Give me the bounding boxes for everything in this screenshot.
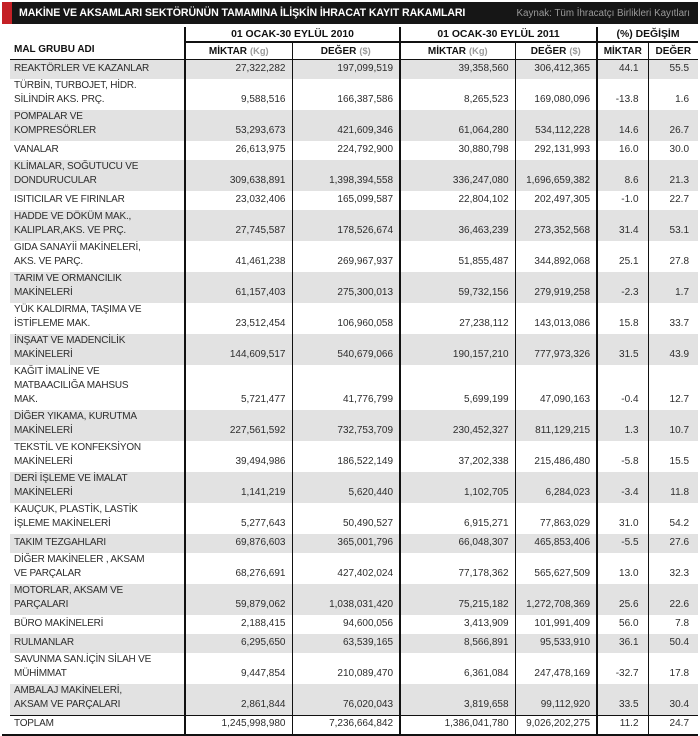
col-label: DEĞER bbox=[320, 45, 357, 57]
cell-pct-miktar: 44.1 bbox=[597, 60, 648, 79]
cell-pct-miktar: -5.5 bbox=[597, 534, 648, 553]
cell-miktar-2010: 1,141,219 bbox=[185, 472, 292, 503]
report-title: MAKİNE VE AKSAMLARI SEKTÖRÜNÜN TAMAMINA İLİŞKİN İHRACAT KAYIT RAKAMLARI bbox=[19, 7, 466, 19]
table-row bbox=[10, 553, 698, 584]
cell-deger-2011: 565,627,509 bbox=[515, 553, 597, 584]
cell-pct-deger: 15.5 bbox=[648, 441, 698, 472]
cell-deger-2010: 106,960,058 bbox=[292, 303, 400, 334]
cell-miktar-2011: 230,452,327 bbox=[400, 410, 515, 441]
cell-pct-deger: 43.9 bbox=[648, 334, 698, 365]
col-unit: (Kg) bbox=[469, 45, 488, 56]
col-header-deger-2011 bbox=[515, 42, 597, 60]
product-group-name: HADDE VE DÖKÜM MAK., KALIPLAR,AKS. VE PRÇ. bbox=[14, 210, 132, 236]
product-group-name: KAĞIT İMALİNE VE MATBAACILIĞA MAHSUS MAK. bbox=[14, 365, 129, 405]
product-group-name: İNŞAAT VE MADENCİLİK MAKİNELERİ bbox=[14, 334, 126, 360]
cell-pct-deger: 27.8 bbox=[648, 241, 698, 272]
cell-miktar-2010: 53,293,673 bbox=[185, 110, 292, 141]
period-2010-header: 01 OCAK-30 EYLÜL 2010 bbox=[185, 27, 400, 42]
cell-pct-deger: 7.8 bbox=[648, 615, 698, 634]
cell-miktar-2011: 190,157,210 bbox=[400, 334, 515, 365]
col-label: MİKTAR bbox=[603, 45, 642, 57]
cell-pct-deger: 27.6 bbox=[648, 534, 698, 553]
cell-pct-deger: 30.4 bbox=[648, 684, 698, 716]
table-row bbox=[10, 584, 698, 615]
cell-deger-2011: 99,112,920 bbox=[515, 684, 597, 716]
cell-miktar-2011: 336,247,080 bbox=[400, 160, 515, 191]
product-group-name: BÜRO MAKİNELERİ bbox=[14, 617, 104, 629]
table-row bbox=[10, 534, 698, 553]
cell-pct-deger: 22.7 bbox=[648, 191, 698, 210]
table-row bbox=[10, 715, 698, 734]
cell-pct-miktar: 16.0 bbox=[597, 141, 648, 160]
cell-miktar-2010: 68,276,691 bbox=[185, 553, 292, 584]
period-2011-header: 01 OCAK-30 EYLÜL 2011 bbox=[400, 27, 597, 42]
cell-deger-2011: 777,973,326 bbox=[515, 334, 597, 365]
cell-pct-deger: 33.7 bbox=[648, 303, 698, 334]
product-group-name: TEKSTİL VE KONFEKSİYON MAKİNELERİ bbox=[14, 441, 141, 467]
cell-miktar-2010: 23,512,454 bbox=[185, 303, 292, 334]
table-row bbox=[10, 615, 698, 634]
cell-miktar-2011: 6,361,084 bbox=[400, 653, 515, 684]
export-records-table bbox=[10, 27, 698, 734]
col-label: DEĞER bbox=[530, 45, 567, 57]
cell-miktar-2010: 59,879,062 bbox=[185, 584, 292, 615]
col-header-deger-2010 bbox=[292, 42, 400, 60]
cell-deger-2011: 143,013,086 bbox=[515, 303, 597, 334]
cell-miktar-2010: 69,876,603 bbox=[185, 534, 292, 553]
product-group-name: TAKIM TEZGAHLARI bbox=[14, 536, 107, 548]
cell-miktar-2011: 27,238,112 bbox=[400, 303, 515, 334]
cell-deger-2010: 178,526,674 bbox=[292, 210, 400, 241]
cell-pct-miktar: 31.4 bbox=[597, 210, 648, 241]
cell-deger-2011: 306,412,365 bbox=[515, 60, 597, 79]
col-label: MİKTAR bbox=[208, 45, 248, 57]
cell-pct-deger: 50.4 bbox=[648, 634, 698, 653]
table-row bbox=[10, 160, 698, 191]
table-row bbox=[10, 472, 698, 503]
cell-pct-deger: 55.5 bbox=[648, 60, 698, 79]
cell-deger-2011: 47,090,163 bbox=[515, 365, 597, 410]
cell-pct-miktar: -1.0 bbox=[597, 191, 648, 210]
cell-deger-2010: 224,792,900 bbox=[292, 141, 400, 160]
cell-pct-deger: 12.7 bbox=[648, 365, 698, 410]
product-group-name: TOPLAM bbox=[10, 715, 185, 734]
cell-pct-miktar: 13.0 bbox=[597, 553, 648, 584]
cell-deger-2011: 202,497,305 bbox=[515, 191, 597, 210]
cell-deger-2010: 186,522,149 bbox=[292, 441, 400, 472]
table-row bbox=[10, 303, 698, 334]
cell-pct-miktar: -2.3 bbox=[597, 272, 648, 303]
cell-deger-2010: 732,753,709 bbox=[292, 410, 400, 441]
table-row bbox=[10, 503, 698, 534]
cell-deger-2010: 269,967,937 bbox=[292, 241, 400, 272]
cell-deger-2010: 166,387,586 bbox=[292, 79, 400, 110]
cell-pct-deger: 30.0 bbox=[648, 141, 698, 160]
cell-deger-2010: 540,679,066 bbox=[292, 334, 400, 365]
cell-pct-deger: 24.7 bbox=[648, 715, 698, 734]
product-group-name: YÜK KALDIRMA, TAŞIMA VE İSTİFLEME MAK. bbox=[14, 303, 142, 329]
cell-deger-2010: 76,020,043 bbox=[292, 684, 400, 716]
product-group-name: ISITICILAR VE FIRINLAR bbox=[14, 193, 125, 205]
cell-miktar-2010: 61,157,403 bbox=[185, 272, 292, 303]
cell-deger-2011: 101,991,409 bbox=[515, 615, 597, 634]
table-row bbox=[10, 79, 698, 110]
cell-miktar-2010: 2,861,844 bbox=[185, 684, 292, 716]
product-group-name: DİĞER YIKAMA, KURUTMA MAKİNELERİ bbox=[14, 410, 137, 436]
cell-miktar-2010: 2,188,415 bbox=[185, 615, 292, 634]
cell-pct-miktar: 31.5 bbox=[597, 334, 648, 365]
cell-miktar-2010: 27,745,587 bbox=[185, 210, 292, 241]
cell-deger-2010: 7,236,664,842 bbox=[292, 715, 400, 734]
cell-miktar-2010: 23,032,406 bbox=[185, 191, 292, 210]
cell-miktar-2011: 3,819,658 bbox=[400, 684, 515, 716]
table-row bbox=[10, 653, 698, 684]
cell-pct-miktar: -5.8 bbox=[597, 441, 648, 472]
cell-miktar-2010: 144,609,517 bbox=[185, 334, 292, 365]
cell-pct-miktar: 1.3 bbox=[597, 410, 648, 441]
product-group-name: TARIM VE ORMANCILIK MAKİNELERİ bbox=[14, 272, 122, 298]
cell-deger-2010: 165,099,587 bbox=[292, 191, 400, 210]
table-row bbox=[10, 365, 698, 410]
table-row bbox=[10, 60, 698, 79]
product-group-name: RULMANLAR bbox=[14, 636, 74, 648]
cell-deger-2011: 273,352,568 bbox=[515, 210, 597, 241]
cell-miktar-2011: 5,699,199 bbox=[400, 365, 515, 410]
table-header bbox=[10, 27, 698, 60]
cell-deger-2011: 279,919,258 bbox=[515, 272, 597, 303]
cell-miktar-2011: 30,880,798 bbox=[400, 141, 515, 160]
cell-miktar-2011: 61,064,280 bbox=[400, 110, 515, 141]
cell-deger-2011: 811,129,215 bbox=[515, 410, 597, 441]
corner-cell bbox=[10, 27, 185, 42]
col-unit: ($) bbox=[569, 45, 581, 56]
col-header-miktar-2010 bbox=[185, 42, 292, 60]
product-group-name: POMPALAR VE KOMPRESÖRLER bbox=[14, 110, 97, 136]
cell-deger-2010: 63,539,165 bbox=[292, 634, 400, 653]
table-row bbox=[10, 241, 698, 272]
cell-miktar-2010: 6,295,650 bbox=[185, 634, 292, 653]
table-row bbox=[10, 141, 698, 160]
cell-pct-miktar: 25.1 bbox=[597, 241, 648, 272]
product-group-name: MOTORLAR, AKSAM VE PARÇALARI bbox=[14, 584, 124, 610]
cell-miktar-2011: 51,855,487 bbox=[400, 241, 515, 272]
product-group-name: SAVUNMA SAN.İÇİN SİLAH VE MÜHİMMAT bbox=[14, 653, 152, 679]
cell-pct-miktar: 56.0 bbox=[597, 615, 648, 634]
table-row bbox=[10, 684, 698, 716]
table-row bbox=[10, 191, 698, 210]
table-row bbox=[10, 410, 698, 441]
cell-deger-2010: 365,001,796 bbox=[292, 534, 400, 553]
cell-pct-miktar: 11.2 bbox=[597, 715, 648, 734]
cell-pct-deger: 22.6 bbox=[648, 584, 698, 615]
cell-deger-2011: 95,533,910 bbox=[515, 634, 597, 653]
cell-miktar-2011: 36,463,239 bbox=[400, 210, 515, 241]
cell-miktar-2011: 1,102,705 bbox=[400, 472, 515, 503]
cell-deger-2011: 534,112,228 bbox=[515, 110, 597, 141]
cell-deger-2010: 50,490,527 bbox=[292, 503, 400, 534]
cell-miktar-2011: 22,804,102 bbox=[400, 191, 515, 210]
cell-miktar-2010: 41,461,238 bbox=[185, 241, 292, 272]
cell-deger-2011: 215,486,480 bbox=[515, 441, 597, 472]
cell-deger-2010: 275,300,013 bbox=[292, 272, 400, 303]
percent-change-header: (%) DEĞİŞİM bbox=[597, 27, 698, 42]
product-group-name: VANALAR bbox=[14, 143, 59, 155]
cell-deger-2011: 247,478,169 bbox=[515, 653, 597, 684]
cell-deger-2011: 1,696,659,382 bbox=[515, 160, 597, 191]
period-header-row bbox=[10, 27, 698, 42]
cell-pct-deger: 17.8 bbox=[648, 653, 698, 684]
col-unit: ($) bbox=[359, 45, 371, 56]
cell-deger-2011: 77,863,029 bbox=[515, 503, 597, 534]
cell-miktar-2011: 39,358,560 bbox=[400, 60, 515, 79]
cell-miktar-2011: 59,732,156 bbox=[400, 272, 515, 303]
cell-miktar-2010: 26,613,975 bbox=[185, 141, 292, 160]
col-header-miktar-2011 bbox=[400, 42, 515, 60]
cell-miktar-2010: 9,588,516 bbox=[185, 79, 292, 110]
cell-pct-miktar: 25.6 bbox=[597, 584, 648, 615]
cell-deger-2010: 94,600,056 bbox=[292, 615, 400, 634]
product-group-column-header: MAL GRUBU ADI bbox=[10, 42, 185, 60]
cell-deger-2010: 5,620,440 bbox=[292, 472, 400, 503]
product-group-name: GIDA SANAYİİ MAKİNELERİ, AKS. VE PARÇ. bbox=[14, 241, 141, 267]
title-bar bbox=[2, 2, 698, 24]
cell-pct-miktar: 36.1 bbox=[597, 634, 648, 653]
cell-pct-deger: 53.1 bbox=[648, 210, 698, 241]
source-note: Kaynak: Tüm İhracatçı Birlikleri Kayıtları bbox=[516, 7, 690, 19]
cell-deger-2010: 210,089,470 bbox=[292, 653, 400, 684]
cell-deger-2010: 427,402,024 bbox=[292, 553, 400, 584]
cell-pct-miktar: 8.6 bbox=[597, 160, 648, 191]
cell-pct-miktar: 14.6 bbox=[597, 110, 648, 141]
cell-pct-miktar: -0.4 bbox=[597, 365, 648, 410]
cell-miktar-2011: 3,413,909 bbox=[400, 615, 515, 634]
cell-miktar-2010: 39,494,986 bbox=[185, 441, 292, 472]
cell-pct-deger: 21.3 bbox=[648, 160, 698, 191]
product-group-name: REAKTÖRLER VE KAZANLAR bbox=[14, 62, 150, 74]
cell-pct-deger: 10.7 bbox=[648, 410, 698, 441]
product-group-name: TÜRBİN, TURBOJET, HİDR. SİLİNDİR AKS. PRÇ. bbox=[14, 79, 137, 105]
cell-miktar-2010: 1,245,998,980 bbox=[185, 715, 292, 734]
cell-pct-miktar: -32.7 bbox=[597, 653, 648, 684]
col-header-pct-deger bbox=[648, 42, 698, 60]
cell-deger-2011: 292,131,993 bbox=[515, 141, 597, 160]
table-row bbox=[10, 272, 698, 303]
table-row bbox=[10, 634, 698, 653]
table-row bbox=[10, 110, 698, 141]
cell-deger-2011: 1,272,708,369 bbox=[515, 584, 597, 615]
cell-pct-deger: 32.3 bbox=[648, 553, 698, 584]
product-group-name: KAUÇUK, PLASTİK, LASTİK İŞLEME MAKİNELERİ bbox=[14, 503, 138, 529]
cell-deger-2010: 1,398,394,558 bbox=[292, 160, 400, 191]
cell-miktar-2011: 66,048,307 bbox=[400, 534, 515, 553]
cell-miktar-2011: 8,265,523 bbox=[400, 79, 515, 110]
cell-pct-deger: 1.6 bbox=[648, 79, 698, 110]
cell-deger-2011: 344,892,068 bbox=[515, 241, 597, 272]
cell-pct-miktar: 31.0 bbox=[597, 503, 648, 534]
cell-deger-2011: 6,284,023 bbox=[515, 472, 597, 503]
cell-pct-deger: 26.7 bbox=[648, 110, 698, 141]
col-header-pct-miktar bbox=[597, 42, 648, 60]
cell-pct-miktar: 15.8 bbox=[597, 303, 648, 334]
cell-miktar-2011: 37,202,338 bbox=[400, 441, 515, 472]
cell-deger-2011: 9,026,202,275 bbox=[515, 715, 597, 734]
column-header-row bbox=[10, 42, 698, 60]
col-label: DEĞER bbox=[655, 45, 692, 57]
product-group-name: AMBALAJ MAKİNELERİ, AKSAM VE PARÇALARI bbox=[14, 684, 122, 710]
col-unit: (Kg) bbox=[250, 45, 269, 56]
cell-miktar-2010: 5,721,477 bbox=[185, 365, 292, 410]
cell-pct-miktar: -13.8 bbox=[597, 79, 648, 110]
cell-deger-2010: 41,776,799 bbox=[292, 365, 400, 410]
cell-deger-2010: 1,038,031,420 bbox=[292, 584, 400, 615]
cell-miktar-2011: 1,386,041,780 bbox=[400, 715, 515, 734]
cell-pct-deger: 54.2 bbox=[648, 503, 698, 534]
cell-miktar-2010: 5,277,643 bbox=[185, 503, 292, 534]
product-group-name: DİĞER MAKİNELER , AKSAM VE PARÇALAR bbox=[14, 553, 145, 579]
product-group-name: DERİ İŞLEME VE İMALAT MAKİNELERİ bbox=[14, 472, 128, 498]
col-label: MİKTAR bbox=[427, 45, 467, 57]
cell-pct-deger: 1.7 bbox=[648, 272, 698, 303]
cell-deger-2011: 465,853,406 bbox=[515, 534, 597, 553]
cell-pct-miktar: -3.4 bbox=[597, 472, 648, 503]
cell-miktar-2010: 227,561,592 bbox=[185, 410, 292, 441]
table-row bbox=[10, 334, 698, 365]
cell-miktar-2011: 77,178,362 bbox=[400, 553, 515, 584]
red-accent-block bbox=[2, 2, 12, 24]
cell-miktar-2010: 9,447,854 bbox=[185, 653, 292, 684]
cell-miktar-2011: 75,215,182 bbox=[400, 584, 515, 615]
cell-miktar-2011: 6,915,271 bbox=[400, 503, 515, 534]
cell-deger-2010: 421,609,346 bbox=[292, 110, 400, 141]
table-body bbox=[10, 60, 698, 735]
cell-deger-2011: 169,080,096 bbox=[515, 79, 597, 110]
cell-deger-2010: 197,099,519 bbox=[292, 60, 400, 79]
cell-pct-miktar: 33.5 bbox=[597, 684, 648, 716]
cell-miktar-2010: 27,322,282 bbox=[185, 60, 292, 79]
cell-miktar-2010: 309,638,891 bbox=[185, 160, 292, 191]
cell-pct-deger: 11.8 bbox=[648, 472, 698, 503]
cell-miktar-2011: 8,566,891 bbox=[400, 634, 515, 653]
table-row bbox=[10, 210, 698, 241]
product-group-name: KLİMALAR, SOĞUTUCU VE DONDURUCULAR bbox=[14, 160, 139, 186]
table-row bbox=[10, 441, 698, 472]
